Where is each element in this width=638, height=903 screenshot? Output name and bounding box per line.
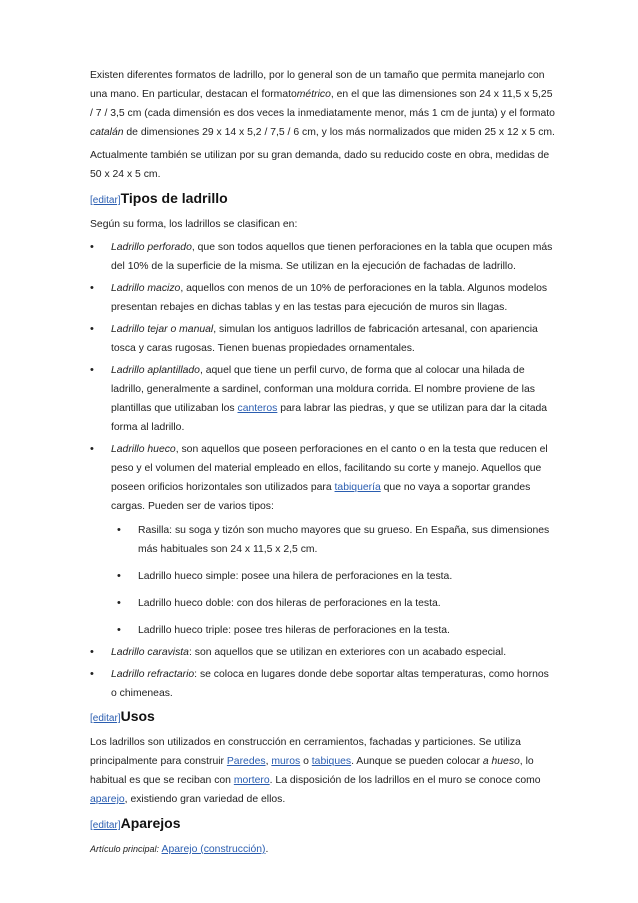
emphasis: métrico bbox=[296, 89, 331, 100]
paragraph-intro: Según su forma, los ladrillos se clasifican en: bbox=[90, 219, 298, 230]
list-item bbox=[90, 643, 556, 662]
text: . Aunque se pueden colocar bbox=[351, 756, 483, 767]
text: , son aquellos que poseen perforaciones en el canto o en la testa que reducen el peso y el volumen del material empleado en ellos, facilitando su corte y manejo. Aquellos que poseen orificios horizontales son utilizados para bbox=[111, 444, 548, 493]
list-item bbox=[90, 279, 556, 317]
paragraph-formats bbox=[90, 66, 556, 142]
text: Existen diferentes formatos de ladrillo, por lo general son de un tamaño que permita manejarlo con una mano. En particular, destacan el formato bbox=[90, 70, 545, 100]
main-article-label: Artículo principal: bbox=[90, 844, 162, 854]
edit-link[interactable]: [editar] bbox=[90, 820, 121, 831]
sublist-item: • Ladrillo hueco simple: posee una hilera de perforaciones en la testa. bbox=[111, 567, 556, 586]
text: , en el que las dimensiones son 24 x 11,5 x 5,25 / 7 / 3,5 cm (cada dimensión es dos veces la inmediatamente menor, más 1 cm de junta) y el formato bbox=[90, 89, 555, 119]
sublist-item: • Ladrillo hueco triple: posee tres hileras de perforaciones en la testa. bbox=[111, 621, 556, 640]
term: Ladrillo caravista bbox=[111, 647, 189, 658]
text: Los ladrillos son utilizados en construcción en cerramientos, fachadas y particiones. Se utiliza principalmente para construir bbox=[90, 737, 521, 767]
term: Ladrillo hueco bbox=[111, 444, 176, 455]
list-item bbox=[90, 665, 556, 703]
text: , aquellos con menos de un 10% de perforaciones en la tabla. Algunos modelos presentan rebajes en dichas tablas y en las testas para ejecución de muros sin llagas. bbox=[111, 283, 548, 313]
link-canteros[interactable]: canteros bbox=[237, 403, 278, 414]
link-muros[interactable]: muros bbox=[271, 756, 301, 767]
text: o bbox=[300, 756, 312, 767]
section-heading-usos bbox=[90, 706, 556, 729]
text: , lo habitual es que se reciban con bbox=[90, 756, 534, 786]
text: . La disposición de los ladrillos en el muro se conoce como bbox=[269, 775, 541, 786]
link-tabiqueria[interactable]: tabiquería bbox=[334, 482, 381, 493]
sublist-item: • Ladrillo hueco doble: con dos hileras de perforaciones en la testa. bbox=[111, 594, 556, 613]
paragraph-usos bbox=[90, 733, 556, 809]
hollow-brick-sublist bbox=[111, 521, 556, 640]
list-item bbox=[90, 440, 556, 640]
section-title: Usos bbox=[120, 708, 155, 724]
list-item bbox=[90, 361, 556, 437]
main-article-note bbox=[90, 840, 556, 859]
text: , aquel que tiene un perfil curvo, de forma que al colocar una hilada de ladrillo, generalmente a sardinel, conforman una moldura corrida. El nombre proviene de las plantillas que utilizaban los bbox=[111, 365, 535, 414]
text: : se coloca en lugares donde debe soportar altas temperaturas, como hornos o chimeneas. bbox=[111, 669, 549, 699]
list-item bbox=[90, 320, 556, 358]
link-mortero[interactable]: mortero bbox=[233, 775, 270, 786]
text: , simulan los antiguos ladrillos de fabricación artesanal, con apariencia tosca y caras rugosas. Tienen buenas propiedades ornamentales. bbox=[111, 324, 538, 354]
link-aparejo[interactable]: aparejo bbox=[90, 794, 125, 805]
text: de dimensiones 29 x 14 x 5,2 / 7,5 / 6 cm, y los más normalizados que miden 25 x 12 x 5 cm. bbox=[123, 127, 555, 138]
link-paredes[interactable]: Paredes bbox=[226, 756, 266, 767]
text: . bbox=[265, 844, 269, 855]
term: Ladrillo macizo bbox=[111, 283, 181, 294]
list-item bbox=[90, 238, 556, 276]
text: , existiendo gran variedad de ellos. bbox=[124, 794, 286, 805]
section-title: Aparejos bbox=[120, 815, 181, 831]
emphasis: a hueso bbox=[482, 756, 520, 767]
brick-types-list bbox=[90, 238, 556, 703]
section-title: Tipos de ladrillo bbox=[120, 190, 228, 206]
text: , que son todos aquellos que tienen perforaciones en la tabla que ocupen más del 10% de la superficie de la misma. Se utilizan en la ejecución de fachadas de ladrillo. bbox=[111, 242, 553, 272]
text: para labrar las piedras, y que se utilizan para dar la citada forma al ladrillo. bbox=[111, 403, 548, 433]
article-body bbox=[90, 66, 556, 863]
text: : son aquellos que se utilizan en exteriores con un acabado especial. bbox=[188, 647, 507, 658]
edit-link[interactable]: [editar] bbox=[90, 195, 121, 206]
text: , bbox=[265, 756, 272, 767]
edit-link[interactable]: [editar] bbox=[90, 713, 121, 724]
term: Ladrillo refractario bbox=[111, 669, 195, 680]
paragraph-current-sizes: Actualmente también se utilizan por su gran demanda, dado su reducido coste en obra, medidas de 50 x 24 x 5 cm. bbox=[90, 150, 550, 180]
section-heading-aparejos bbox=[90, 813, 556, 836]
emphasis: catalán bbox=[90, 127, 124, 138]
section-heading-tipos bbox=[90, 188, 556, 211]
text: que no vaya a soportar grandes cargas. Pueden ser de varios tipos: bbox=[111, 482, 531, 512]
term: Ladrillo aplantillado bbox=[111, 365, 200, 376]
link-tabiques[interactable]: tabiques bbox=[311, 756, 352, 767]
link-aparejo-construccion[interactable]: Aparejo (construcción) bbox=[161, 844, 266, 855]
term: Ladrillo perforado bbox=[111, 242, 192, 253]
sublist-item: • Rasilla: su soga y tizón son mucho mayores que su grueso. En España, sus dimensiones más habituales son 24 x 11,5 x 2,5 cm. bbox=[111, 521, 556, 559]
term: Ladrillo tejar o manual bbox=[111, 324, 214, 335]
